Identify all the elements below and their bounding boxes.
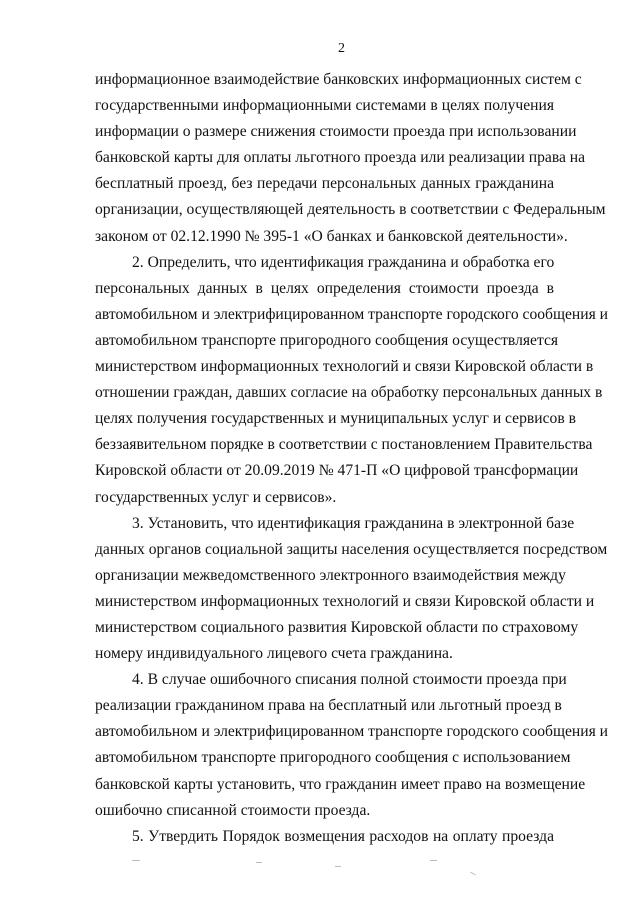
text-line: законом от 02.12.1990 № 395-1 «О банках и банковской деятельности». bbox=[95, 227, 568, 245]
paragraph bbox=[95, 250, 609, 511]
text-line: бесплатный проезд, без передачи персональных данных гражданина bbox=[95, 175, 554, 193]
paragraph bbox=[95, 67, 606, 250]
document-body bbox=[95, 67, 609, 850]
text-line: информации о размере снижения стоимости проезда при использовании bbox=[95, 123, 577, 141]
text-line: государственными информационными системами в целях получения bbox=[95, 97, 554, 115]
text-line: автомобильном и электрифицированном транспорте городского сообщения и bbox=[95, 305, 609, 323]
text-line: Кировской области от 20.09.2019 № 471-П «О цифровой трансформации bbox=[95, 462, 579, 480]
page-number: 2 bbox=[338, 41, 345, 56]
text-line: информационное взаимодействие банковских информационных систем с bbox=[95, 71, 582, 88]
text-line: 3. Установить, что идентификация гражданина в электронной базе bbox=[132, 514, 575, 532]
text-line: министерством социального развития Кировской области по страховому bbox=[95, 618, 579, 636]
text-line: данных органов социальной защиты населения осуществляется посредством bbox=[95, 540, 608, 558]
text-line: министерством информационных технологий и связи Кировской области в bbox=[95, 358, 594, 376]
text-line: 5. Утвердить Порядок возмещения расходов на оплату проезда bbox=[132, 827, 554, 845]
scan-artifact bbox=[132, 860, 140, 861]
text-line: автомобильном транспорте пригородного сообщения осуществляется bbox=[95, 331, 559, 349]
text-line: отношении граждан, давших согласие на обработку персональных данных в bbox=[95, 384, 603, 402]
text-line: банковской карты для оплаты льготного проезда или реализации права на bbox=[95, 149, 586, 167]
text-line: организации межведомственного электронного взаимодействия между bbox=[95, 566, 566, 584]
paragraph bbox=[95, 511, 608, 668]
scan-artifact bbox=[256, 862, 262, 863]
text-line: 4. В случае ошибочного списания полной стоимости проезда при bbox=[132, 671, 567, 689]
text-line: министерством информационных технологий и связи Кировской области и bbox=[95, 592, 595, 610]
text-line: автомобильном и электрифицированном транспорте городского сообщения и bbox=[95, 723, 609, 741]
text-line: целях получения государственных и муниципальных услуг и сервисов в bbox=[95, 410, 576, 428]
text-line: автомобильном транспорте пригородного сообщения с использованием bbox=[95, 749, 571, 767]
text-line: организации, осуществляющей деятельность в соответствии с Федеральным bbox=[95, 201, 606, 219]
scan-artifact bbox=[470, 872, 476, 876]
text-line: 2. Определить, что идентификация гражданина и обработка его bbox=[132, 253, 555, 271]
scan-artifact bbox=[430, 860, 437, 861]
paragraph bbox=[95, 667, 609, 824]
text-line: ошибочно списанной стоимости проезда. bbox=[95, 801, 371, 819]
text-line: номеру индивидуального лицевого счета гражданина. bbox=[95, 645, 453, 663]
text-line: персональных данных в целях определения стоимости проезда в bbox=[95, 279, 554, 297]
text-line: беззаявительном порядке в соответствии с постановлением Правительства bbox=[95, 436, 593, 454]
paragraph bbox=[95, 824, 554, 850]
scan-artifact bbox=[335, 866, 341, 867]
text-line: государственных услуг и сервисов». bbox=[95, 488, 337, 506]
text-line: реализации гражданином права на бесплатный или льготный проезд в bbox=[95, 697, 562, 715]
text-line: банковской карты установить, что гражданин имеет право на возмещение bbox=[95, 775, 586, 793]
